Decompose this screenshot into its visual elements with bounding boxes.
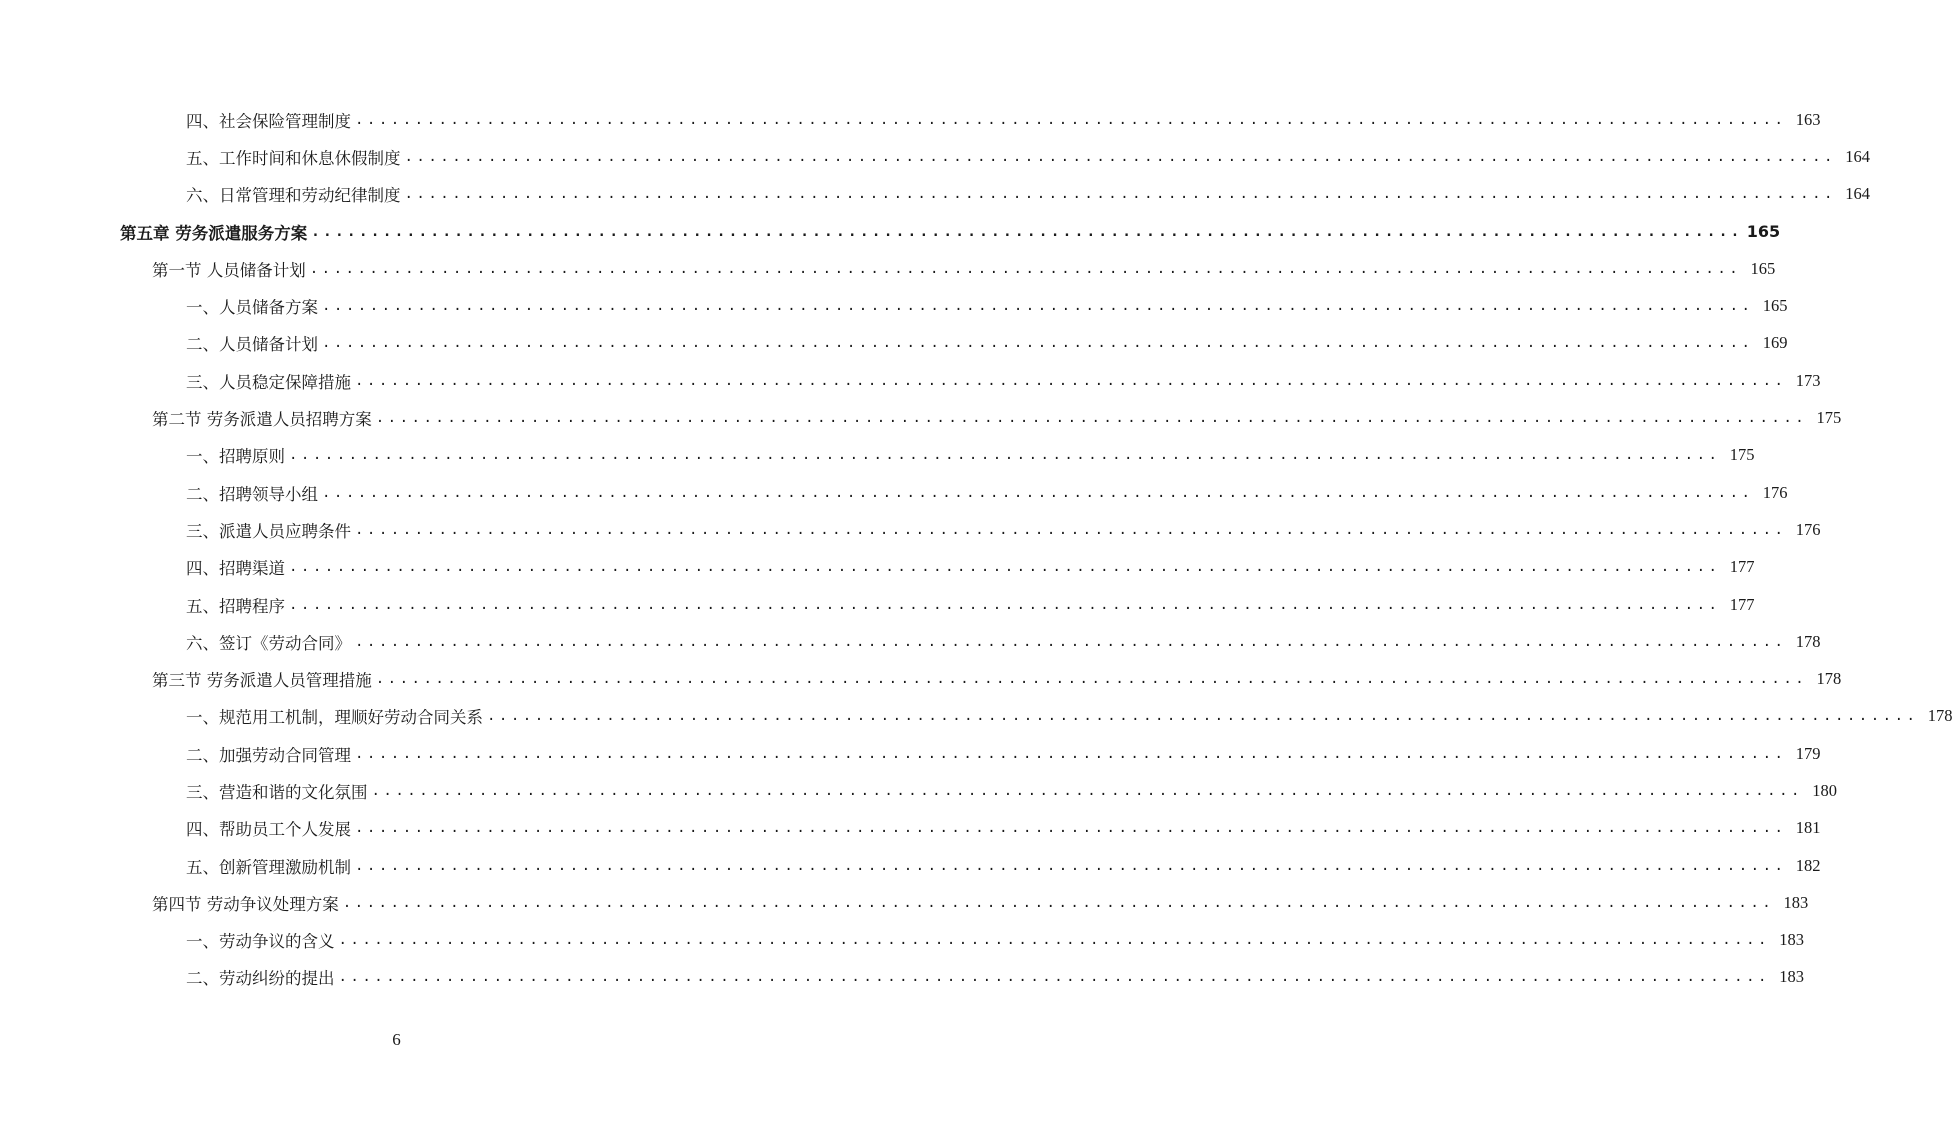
toc-entry-item[interactable] <box>0 847 1821 884</box>
toc-entry-title: 一、招聘原则 <box>186 447 285 467</box>
toc-entry-page: 169 <box>1762 333 1788 353</box>
toc-entry-page: 183 <box>1783 892 1809 912</box>
toc-entry-page: 165 <box>1750 258 1776 278</box>
toc-entry-title: 四、帮助员工个人发展 <box>186 820 351 840</box>
toc-entry-page: 163 <box>1795 109 1821 129</box>
toc-entry-item[interactable] <box>0 325 1788 362</box>
toc-entry-title: 第一节 人员储备计划 <box>152 260 306 280</box>
toc-entry-page: 180 <box>1812 780 1837 800</box>
toc-dot-leader: ........................................................................................................................ <box>375 410 1808 427</box>
toc-entry-page: 183 <box>1779 930 1804 950</box>
toc-entry-page: 181 <box>1795 818 1821 838</box>
toc-dot-leader: ........................................................................................................................ <box>338 932 1770 949</box>
toc-entry-title: 第四节 劳动争议处理方案 <box>152 894 339 914</box>
toc-entry-title: 三、人员稳定保障措施 <box>186 372 351 392</box>
toc-entry-chapter[interactable] <box>0 213 1781 250</box>
toc-dot-leader: ........................................................................................................................ <box>355 820 1787 837</box>
toc-entry-title: 第三节 劳务派遣人员管理措施 <box>152 671 372 691</box>
toc-entry-section[interactable] <box>0 660 1842 697</box>
toc-dot-leader: ........................................................................................................................ <box>289 559 1721 576</box>
toc-entry-section[interactable] <box>0 884 1809 921</box>
toc-dot-leader: ........................................................................................................................ <box>355 372 1787 389</box>
toc-entry-title: 一、劳动争议的含义 <box>186 932 335 952</box>
toc-entry-page: 178 <box>1795 631 1821 651</box>
toc-dot-leader: ........................................................................................................................ <box>404 186 1836 203</box>
toc-entry-page: 175 <box>1816 408 1842 428</box>
toc-entry-page: 176 <box>1762 482 1788 502</box>
toc-entry-page: 178 <box>1816 669 1842 689</box>
toc-entry-item[interactable] <box>0 772 1837 809</box>
toc-entry-page: 165 <box>1746 222 1781 242</box>
toc-entry-item[interactable] <box>0 959 1804 996</box>
toc-dot-leader: ........................................................................................................................ <box>355 633 1787 650</box>
toc-entry-item[interactable] <box>0 287 1788 324</box>
toc-dot-leader: ........................................................................................................................ <box>355 521 1787 538</box>
toc-entry-title: 五、工作时间和休息休假制度 <box>186 148 401 168</box>
toc-dot-leader: ........................................................................................................................ <box>322 335 1754 352</box>
toc-entry-item[interactable] <box>0 101 1821 138</box>
toc-entry-title: 第五章 劳务派遣服务方案 <box>120 223 308 243</box>
toc-entry-item[interactable] <box>0 586 1755 623</box>
toc-entry-title: 四、社会保险管理制度 <box>186 111 351 131</box>
toc-entry-item[interactable] <box>0 549 1755 586</box>
toc-dot-leader: ........................................................................................................................ <box>311 223 1743 240</box>
toc-dot-leader: ........................................................................................................................ <box>309 260 1742 277</box>
toc-entry-page: 183 <box>1779 967 1804 987</box>
toc-entry-item[interactable] <box>0 922 1804 959</box>
toc-dot-leader: ........................................................................................................................ <box>338 969 1770 986</box>
toc-entry-title: 二、招聘领导小组 <box>186 484 318 504</box>
toc-entry-item[interactable] <box>0 735 1821 772</box>
toc-entry-title: 第二节 劳务派遣人员招聘方案 <box>152 410 372 430</box>
toc-entry-page: 165 <box>1762 296 1788 316</box>
toc-dot-leader: ........................................................................................................................ <box>342 894 1775 911</box>
toc-entry-title: 六、日常管理和劳动纪律制度 <box>186 186 401 206</box>
toc-entry-page: 164 <box>1845 146 1870 166</box>
toc-entry-title: 二、劳动纠纷的提出 <box>186 969 335 989</box>
toc-entry-title: 三、营造和谐的文化氛围 <box>186 782 368 802</box>
toc-entry-item[interactable] <box>0 698 1952 735</box>
toc-dot-leader: ........................................................................................................................ <box>355 857 1787 874</box>
toc-dot-leader: ........................................................................................................................ <box>355 111 1787 128</box>
page-number: 6 <box>392 1030 401 1049</box>
toc-entry-item[interactable] <box>0 138 1870 175</box>
toc-entry-title: 三、派遣人员应聘条件 <box>186 521 351 541</box>
toc-entry-title: 二、加强劳动合同管理 <box>186 745 351 765</box>
toc-entry-page: 173 <box>1795 370 1821 390</box>
toc-entry-section[interactable] <box>0 250 1776 287</box>
toc-entry-title: 六、签订《劳动合同》 <box>186 633 351 653</box>
toc-dot-leader: ........................................................................................................................ <box>487 708 1919 725</box>
toc-dot-leader: ........................................................................................................................ <box>289 447 1721 464</box>
toc-entry-page: 179 <box>1795 743 1821 763</box>
toc-dot-leader: ........................................................................................................................ <box>375 671 1808 688</box>
toc-entry-page: 164 <box>1845 184 1870 204</box>
toc-dot-leader: ........................................................................................................................ <box>355 745 1787 762</box>
toc-entry-item[interactable] <box>0 474 1788 511</box>
toc-entry-item[interactable] <box>0 511 1821 548</box>
toc-entry-item[interactable] <box>0 623 1821 660</box>
toc-entry-page: 178 <box>1927 706 1952 726</box>
toc-dot-leader: ........................................................................................................................ <box>404 148 1836 165</box>
toc-entry-page: 175 <box>1729 445 1755 465</box>
table-of-contents <box>0 101 1952 996</box>
toc-dot-leader: ........................................................................................................................ <box>371 782 1803 799</box>
toc-entry-item[interactable] <box>0 176 1870 213</box>
toc-entry-title: 一、规范用工机制，理顺好劳动合同关系 <box>186 708 483 728</box>
toc-entry-page: 182 <box>1795 855 1821 875</box>
toc-entry-page: 176 <box>1795 519 1821 539</box>
toc-entry-page: 177 <box>1729 557 1755 577</box>
toc-entry-item[interactable] <box>0 362 1821 399</box>
toc-entry-page: 177 <box>1729 594 1755 614</box>
toc-entry-title: 二、人员储备计划 <box>186 335 318 355</box>
toc-entry-title: 四、招聘渠道 <box>186 559 285 579</box>
toc-entry-title: 一、人员储备方案 <box>186 298 318 318</box>
toc-entry-section[interactable] <box>0 399 1842 436</box>
toc-entry-title: 五、创新管理激励机制 <box>186 857 351 877</box>
toc-entry-title: 五、招聘程序 <box>186 596 285 616</box>
toc-entry-item[interactable] <box>0 810 1821 847</box>
toc-dot-leader: ........................................................................................................................ <box>322 298 1754 315</box>
toc-dot-leader: ........................................................................................................................ <box>322 484 1754 501</box>
toc-entry-item[interactable] <box>0 437 1755 474</box>
toc-dot-leader: ........................................................................................................................ <box>289 596 1721 613</box>
